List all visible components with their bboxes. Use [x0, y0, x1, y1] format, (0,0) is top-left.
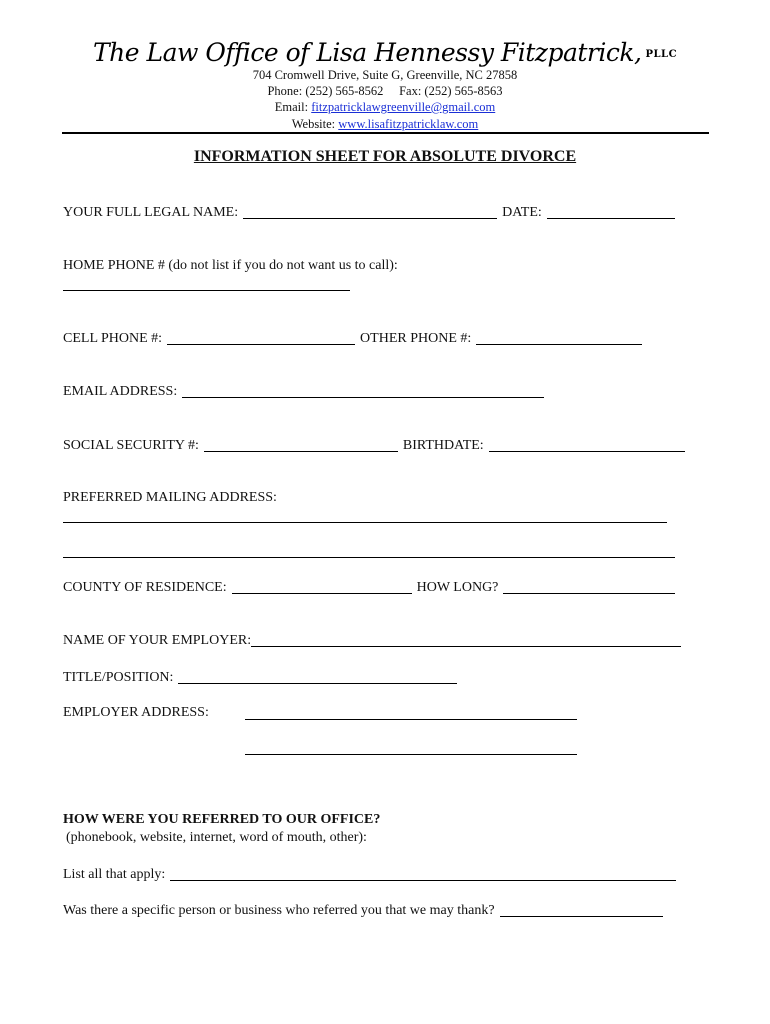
website-label: Website: [291, 117, 336, 131]
form-title: INFORMATION SHEET FOR ABSOLUTE DIVORCE [193, 148, 577, 165]
other-phone-label: OTHER PHONE #: [360, 331, 472, 346]
county-row [63, 579, 675, 596]
firm-website-line [0, 117, 770, 132]
birthdate-field[interactable] [489, 437, 685, 452]
employer-address-line-1[interactable] [245, 719, 577, 720]
ssn-field[interactable] [204, 437, 398, 452]
ssn-label: SOCIAL SECURITY #: [63, 438, 199, 453]
title-position-label: TITLE/POSITION: [63, 670, 174, 685]
referral-heading [63, 812, 380, 828]
email-label: Email: [274, 100, 309, 114]
referrer-field[interactable] [500, 902, 663, 917]
mailing-address-line-1[interactable] [63, 522, 667, 523]
firm-phone: Phone: (252) 565-8562 [267, 84, 384, 98]
date-label: DATE: [502, 205, 542, 220]
ssn-row [63, 437, 685, 454]
home-phone-field[interactable] [63, 290, 350, 291]
firm-name-text: The Law Office of Lisa Hennessy Fitzpatrick, [92, 38, 642, 67]
cell-phone-label: CELL PHONE #: [63, 331, 163, 346]
email-address-label: EMAIL ADDRESS: [63, 384, 178, 399]
list-label: List all that apply: [63, 867, 166, 882]
other-phone-field[interactable] [476, 330, 642, 345]
birthdate-label: BIRTHDATE: [402, 438, 484, 453]
mailing-address-label: PREFERRED MAILING ADDRESS: [63, 490, 277, 505]
full-name-label: YOUR FULL LEGAL NAME: [63, 205, 239, 220]
date-field[interactable] [547, 204, 675, 219]
employer-row [63, 632, 681, 649]
firm-phone-fax [0, 84, 770, 99]
cell-phone-field[interactable] [167, 330, 355, 345]
referrer-row [63, 902, 663, 919]
list-row [63, 866, 676, 883]
employer-address-label: EMPLOYER ADDRESS: [63, 705, 209, 720]
county-field[interactable] [232, 579, 412, 594]
employer-address-row [63, 705, 209, 721]
title-row [63, 669, 457, 686]
referrer-label: Was there a specific person or business who referred you that we may thank? [63, 903, 495, 918]
referral-heading-text: HOW WERE YOU REFERRED TO OUR OFFICE? [63, 812, 381, 827]
firm-email-link[interactable]: fitzpatricklawgreenville@gmail.com [311, 100, 496, 114]
email-address-field[interactable] [182, 383, 544, 398]
mailing-row [63, 490, 277, 506]
mailing-address-line-2[interactable] [63, 557, 675, 558]
referral-hint [66, 830, 367, 846]
firm-suffix: PLLC [645, 49, 678, 60]
employer-label: NAME OF YOUR EMPLOYER: [63, 633, 252, 648]
firm-fax: Fax: (252) 565-8563 [399, 84, 503, 98]
firm-name [0, 38, 770, 67]
firm-website-link[interactable]: www.lisafitzpatricklaw.com [338, 117, 479, 131]
home-phone-row [63, 258, 398, 274]
how-long-field[interactable] [503, 579, 675, 594]
employer-address-line-2[interactable] [245, 754, 577, 755]
referral-hint-text: (phonebook, website, internet, word of mouth, other): [66, 830, 367, 845]
header-divider [62, 132, 709, 134]
full-name-field[interactable] [243, 204, 497, 219]
county-label: COUNTY OF RESIDENCE: [63, 580, 227, 595]
employer-field[interactable] [251, 632, 681, 647]
home-phone-label: HOME PHONE # (do not list if you do not want us to call): [63, 258, 398, 273]
firm-address: 704 Cromwell Drive, Suite G, Greenville, NC 27858 [252, 68, 518, 82]
list-field[interactable] [170, 866, 676, 881]
email-row [63, 383, 544, 400]
full-name-row [63, 204, 675, 221]
phone-row [63, 330, 642, 347]
firm-email-line [0, 100, 770, 115]
how-long-label: HOW LONG? [416, 580, 499, 595]
title-position-field[interactable] [178, 669, 457, 684]
